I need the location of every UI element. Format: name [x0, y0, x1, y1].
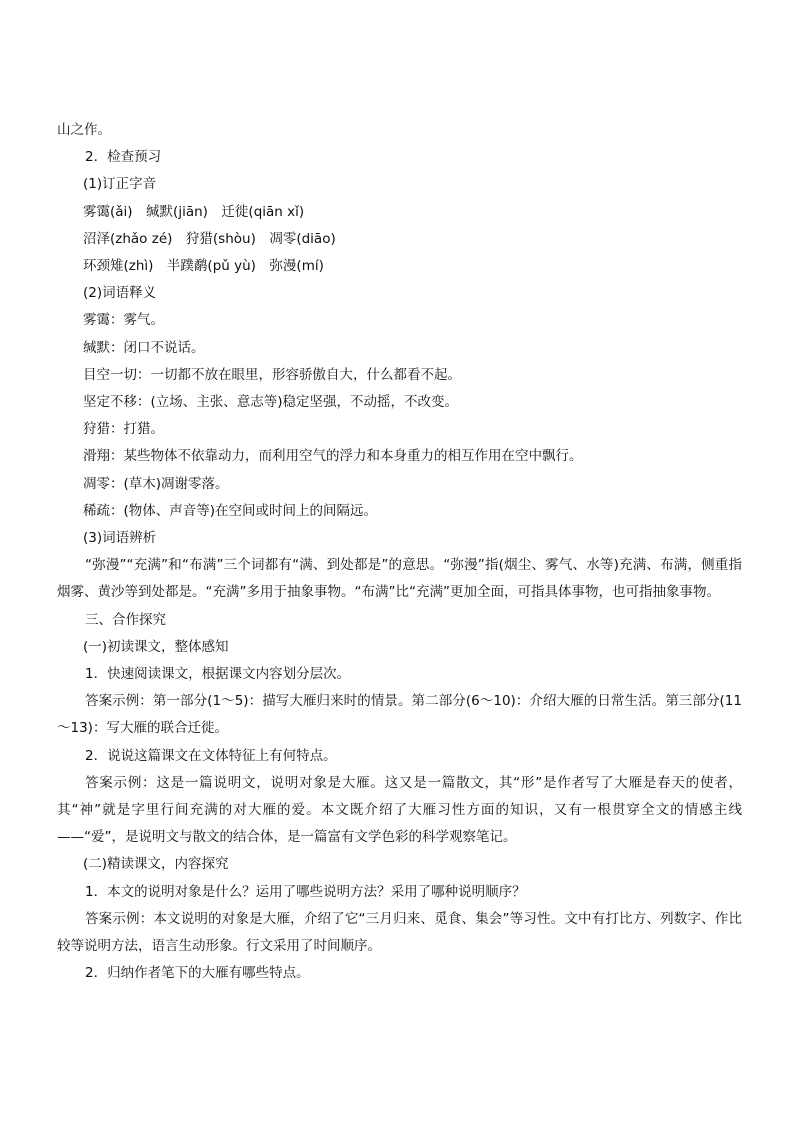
- pronunciation-row: 沼泽(zhǎo zé) 狩猎(shòu) 凋零(diāo): [83, 230, 336, 247]
- subheading-word-meaning: (2)词语释义: [83, 285, 157, 302]
- definition-line: 缄默：闭口不说话。: [83, 339, 205, 356]
- question-line: 1．快速阅读课文，根据课文内容划分层次。: [85, 666, 351, 683]
- answer-paragraph: 答案示例：这是一篇说明文，说明对象是大雁。这又是一篇散文，其“形”是作者写了大雁是春天的使者，其“神”就是字里行间充满的对大雁的爱。本文既介绍了大雁习性方面的知识，又有一根贯穿全文的情感主线——“爱”，是说明文与散文的结合体，是一篇富有文学色彩的科学观察笔记。: [57, 774, 742, 846]
- answer-paragraph: 答案示例：第一部分(1～5)：描写大雁归来时的情景。第二部分(6～10)：介绍大雁的日常生活。第三部分(11～13)：写大雁的联合迁徙。: [57, 693, 742, 737]
- subheading-first-reading: (一)初读课文，整体感知: [83, 638, 229, 655]
- paragraph-word-discrimination: “弥漫”“充满”和“布满”三个词都有“满、到处都是”的意思。“弥漫”指(烟尘、雾气、水等)充满、布满，侧重指烟雾、黄沙等到处都是。“充满”多用于抽象事物。“布满”比“充满”更加全面，可指具体事物，也可指抽象事物。: [57, 557, 742, 601]
- definition-line: 稀疏：(物体、声音等)在空间或时间上的间隔远。: [83, 502, 378, 519]
- question-line: 2．说说这篇课文在文体特征上有何特点。: [85, 747, 337, 764]
- definition-line: 凋零：(草木)凋谢零落。: [83, 475, 229, 492]
- definition-line: 目空一切：一切都不放在眼里，形容骄傲自大，什么都看不起。: [83, 366, 461, 383]
- pronunciation-row: 环颈雉(zhì) 半蹼鹬(pǔ yù) 弥漫(mí): [83, 258, 324, 275]
- section-heading-check-preview: 2．检查预习: [85, 149, 162, 166]
- text-line: 山之作。: [57, 122, 111, 138]
- answer-paragraph: 答案示例：本文说明的对象是大雁，介绍了它“三月归来、觅食、集会”等习性。文中有打比方、列数字、作比较等说明方法，语言生动形象。行文采用了时间顺序。: [57, 910, 742, 955]
- definition-line: 滑翔：某些物体不依靠动力，而利用空气的浮力和本身重力的相互作用在空中飘行。: [83, 448, 583, 465]
- section-heading-cooperative-inquiry: 三、合作探究: [85, 611, 166, 628]
- question-line: 2．归纳作者笔下的大雁有哪些特点。: [85, 965, 310, 982]
- subheading-pronunciation: (1)订正字音: [83, 176, 157, 193]
- definition-line: 坚定不移：(立场、主张、意志等)稳定坚强，不动摇，不改变。: [83, 394, 459, 411]
- definition-line: 狩猎：打猎。: [83, 421, 164, 438]
- subheading-word-discrimination: (3)词语辨析: [83, 530, 157, 547]
- pronunciation-row: 雾霭(ǎi) 缄默(jiān) 迁徙(qiān xǐ): [83, 203, 305, 220]
- question-line: 1．本文的说明对象是什么？运用了哪些说明方法？采用了哪种说明顺序？: [85, 883, 526, 900]
- definition-line: 雾霭：雾气。: [83, 312, 164, 329]
- subheading-close-reading: (二)精读课文，内容探究: [83, 856, 229, 873]
